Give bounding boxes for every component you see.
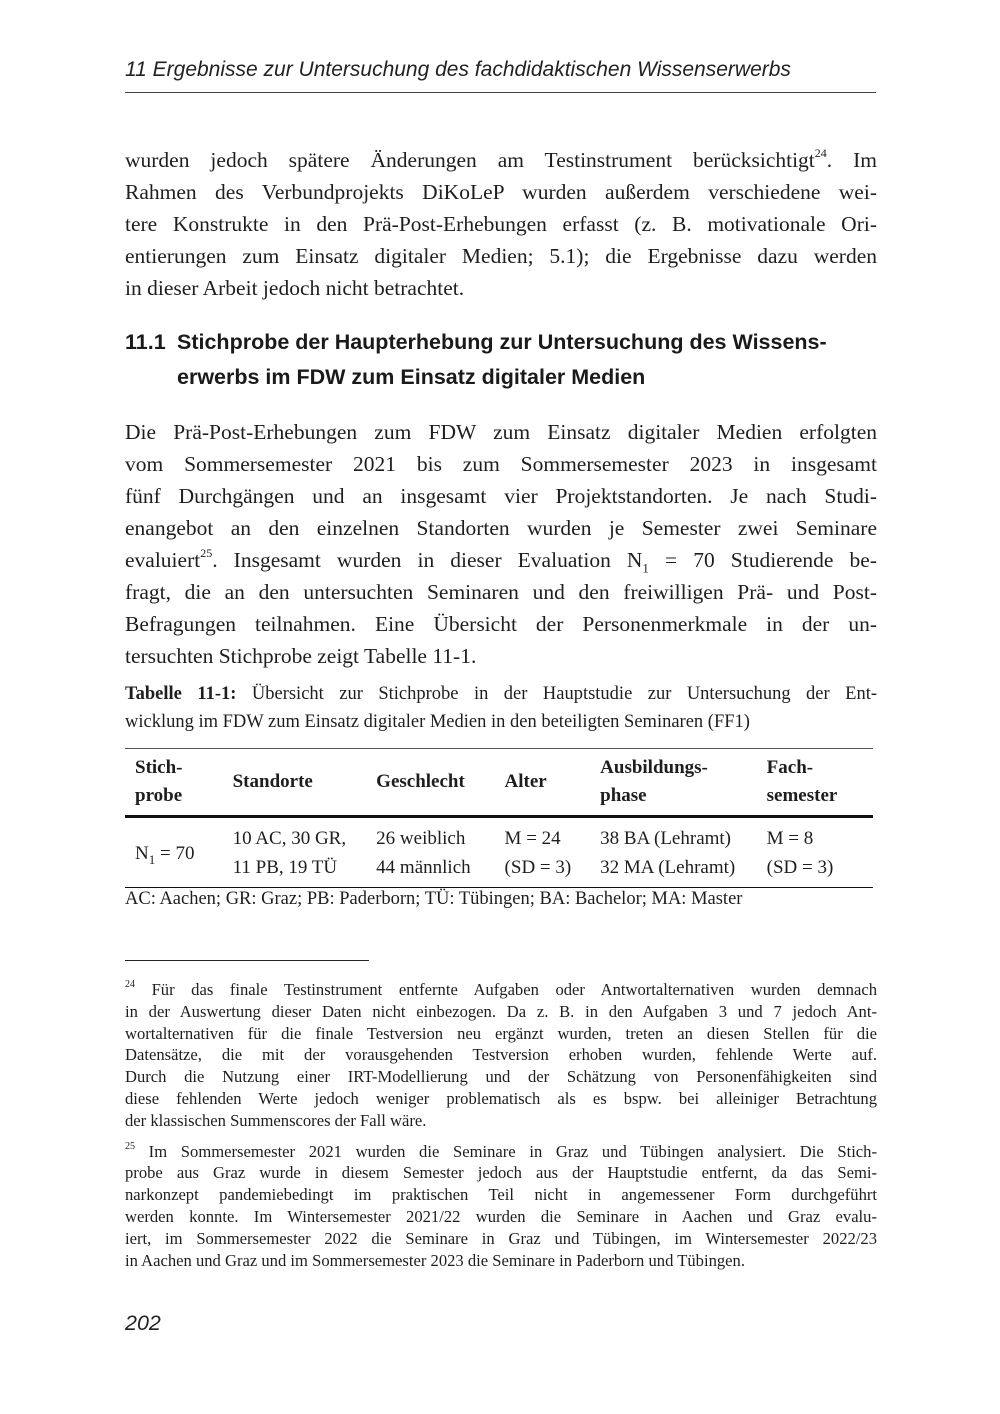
footnote-line: narkonzept pandemiebedingt im praktischen Teil nicht in angemessener Form durchgeführt — [125, 1185, 877, 1205]
footnote-ref-24[interactable]: 24 — [814, 145, 827, 160]
text-line: Die Prä-Post-Erhebungen zum FDW zum Einsatz digitaler Medien erfolgten — [125, 420, 877, 444]
header-alter: Alter — [504, 771, 547, 792]
footnote-24 — [125, 979, 877, 1132]
cell-stichprobe: $N_1 = 70$ — [135, 842, 195, 867]
table-legend: AC: Aachen; GR: Graz; PB: Paderborn; TÜ: Tübingen; BA: Bachelor; MA: Master — [125, 889, 743, 909]
footnote-line: probe aus Graz wurde in diesem Semester jedoch aus der Hauptstudie entfernt, da das Semi- — [125, 1163, 877, 1183]
caption-line: Tabelle 11-1: Übersicht zur Stichprobe in der Hauptstudie zur Untersuchung der Ent- — [125, 684, 877, 704]
cell-ausbildungsphase: 38 BA (Lehramt) 32 MA (Lehramt) — [600, 828, 736, 878]
table-header-row — [125, 749, 873, 817]
text-line: evaluiert$^{25}$. Insgesamt wurden in dieser Evaluation $N_1 = 70$ Studierende be- — [125, 545, 877, 576]
footnote-line: Datensätze, die mit der vorausgehenden Testversion erhoben wurden, fehlende Werte auf. — [125, 1045, 877, 1065]
footnote-divider — [125, 960, 369, 961]
table-row — [125, 817, 873, 888]
table-label: Tabelle 11-1: — [125, 684, 237, 704]
text-line: tersuchten Stichprobe zeigt Tabelle 11-1. — [125, 644, 477, 668]
footnote-line: in der Auswertung dieser Daten nicht einbezogen. Da z. B. in den Aufgaben 3 und 7 jedoch Ant- — [125, 1001, 877, 1021]
text-line: vom Sommersemester 2021 bis zum Sommersemester 2023 in insgesamt — [125, 452, 877, 476]
cell-geschlecht: 26 weiblich 44 männlich — [376, 828, 471, 878]
section-heading — [125, 325, 877, 395]
text-line: Rahmen des Verbundprojekts DiKoLeP wurden außerdem verschiedene wei- — [125, 180, 877, 204]
footnote-line: Durch die Nutzung einer IRT-Modellierung und der Schätzung von Personenfähigkeiten sind — [125, 1067, 877, 1087]
page-number: 202 — [125, 1311, 161, 1335]
footnote-line: $^{24}$ Für das finale Testinstrument entfernte Aufgaben oder Antwortalternativen wurden demnach — [125, 979, 877, 999]
section-title-line-2: erwerbs im FDW zum Einsatz digitaler Medien — [177, 365, 646, 389]
footnote-line: diese fehlenden Werte jedoch weniger problematisch als es bspw. bei alleiniger Betrachtung — [125, 1088, 877, 1108]
text-line: entierungen zum Einsatz digitaler Medien; 5.1); die Ergebnisse dazu werden — [125, 244, 877, 268]
cell-alter: M = 24 (SD = 3) — [504, 828, 572, 878]
table-caption — [125, 680, 877, 736]
text-line: fünf Durchgängen und an insgesamt vier Projektstandorten. Je nach Studi- — [125, 484, 877, 508]
paragraph-intro — [125, 144, 877, 304]
header-standorte: Standorte — [232, 771, 313, 792]
text-line: wurden jedoch spätere Änderungen am Testinstrument berücksichtigt$^{24}$. Im — [125, 145, 878, 172]
header-fachsemester: Fach- semester — [766, 757, 838, 806]
sample-table — [125, 748, 873, 888]
footnote-line: werden konnte. Im Wintersemester 2021/22 wurden die Seminare in Aachen und Graz evalu- — [125, 1206, 877, 1226]
caption-line: wicklung im FDW zum Einsatz digitaler Medien in den beteiligten Seminaren (FF1) — [125, 712, 750, 732]
header-geschlecht: Geschlecht — [376, 771, 465, 792]
footnotes — [125, 979, 877, 1280]
header-stichprobe: Stich- probe — [135, 757, 183, 806]
text-line: fragt, die an den untersuchten Seminaren und den freiwilligen Prä- und Post- — [125, 580, 877, 604]
header-ausbildungsphase: Ausbildungs- phase — [600, 757, 708, 806]
text-line: Befragungen teilnahmen. Eine Übersicht der Personenmerkmale in der un- — [125, 612, 877, 636]
footnote-25 — [125, 1141, 877, 1272]
section-title-line-1: Stichprobe der Haupterhebung zur Untersuchung des Wissens- — [177, 330, 827, 354]
footnote-line: $^{25}$ Im Sommersemester 2021 wurden die Seminare in Graz und Tübingen analysiert. Die Stich- — [125, 1141, 877, 1161]
footnote-line: der klassischen Summenscores der Fall wäre. — [125, 1110, 427, 1130]
footnote-line: in Aachen und Graz und im Sommersemester 2023 die Seminare in Paderborn und Tübingen. — [125, 1250, 745, 1270]
text-line: enangebot an den einzelnen Standorten wurden je Semester zwei Seminare — [125, 516, 877, 540]
cell-standorte: 10 AC, 30 GR, 11 PB, 19 TÜ — [232, 828, 347, 878]
footnote-line: wortalternativen für die finale Testversion neu ergänzt wurden, treten an diesen Stellen für die — [125, 1023, 877, 1043]
text-line: in dieser Arbeit jedoch nicht betrachtet. — [125, 276, 465, 300]
footnote-line: iert, im Sommersemester 2022 die Seminare in Graz und Tübingen, im Wintersemester 2022/23 — [125, 1228, 877, 1248]
running-head: 11 Ergebnisse zur Untersuchung des fachdidaktischen Wissenserwerbs — [125, 58, 876, 93]
paragraph-sample — [125, 416, 877, 672]
section-number: 11.1 — [125, 330, 166, 354]
cell-fachsemester: M = 8 (SD = 3) — [766, 828, 834, 878]
footnote-ref-25[interactable]: 25 — [200, 545, 213, 560]
text-line: tere Konstrukte in den Prä-Post-Erhebungen erfasst (z. B. motivationale Ori- — [125, 212, 877, 236]
